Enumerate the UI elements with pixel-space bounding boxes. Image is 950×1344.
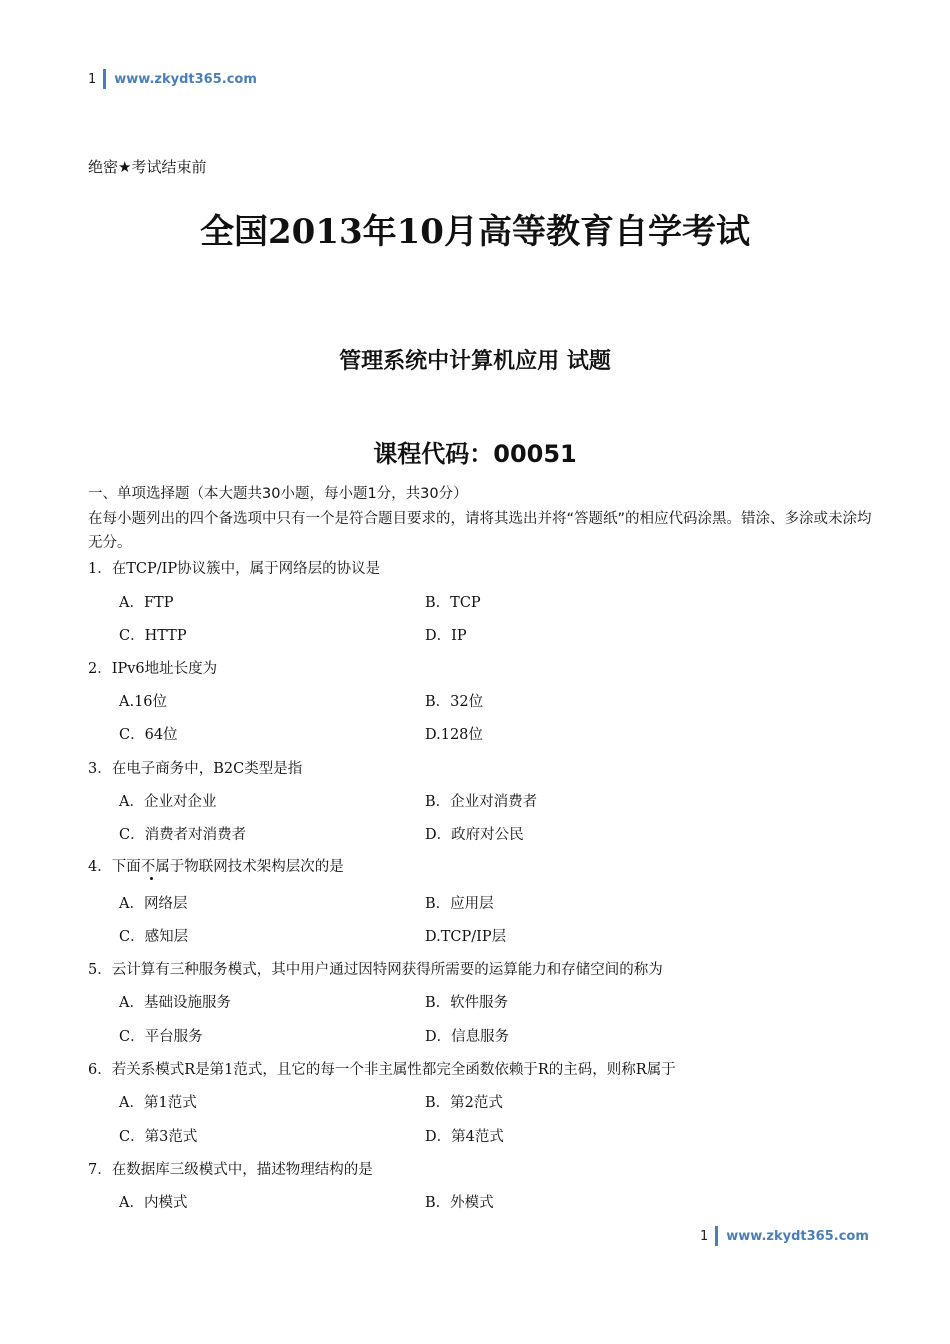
page-footer (700, 1226, 869, 1246)
exam-title: 全国2013年10月高等教育自学考试 (200, 212, 750, 252)
emphasis-dot (150, 877, 153, 880)
question-2-option-a: A.16位 (119, 694, 168, 710)
question-5-option-d: D．信息服务 (425, 1029, 510, 1045)
instructions: 在每小题列出的四个备选项中只有一个是符合题目要求的，请将其选出并将“答题纸”的相应代码涂黑。错涂、多涂或未涂均无分。 (88, 511, 872, 551)
header-divider (103, 69, 106, 89)
question-1-option-a: A．FTP (119, 595, 174, 611)
question-6-option-a: A．第1范式 (119, 1095, 197, 1111)
subject-title: 管理系统中计算机应用 试题 (339, 349, 611, 374)
question-4-option-c: C．感知层 (119, 929, 189, 945)
header-page-number: 1 (88, 71, 97, 87)
question-3-stem: 3．在电子商务中，B2C类型是指 (88, 761, 303, 777)
question-7-option-b: B．外模式 (425, 1195, 494, 1211)
question-3-option-d: D．政府对公民 (425, 827, 524, 843)
question-3-option-c: C．消费者对消费者 (119, 827, 247, 843)
question-6-option-b: B．第2范式 (425, 1095, 503, 1111)
question-6-stem: 6．若关系模式R是第1范式，且它的每一个非主属性都完全函数依赖于R的主码，则称R属于 (88, 1062, 676, 1078)
question-4-option-b: B．应用层 (425, 896, 494, 912)
question-2-option-b: B．32位 (425, 694, 484, 710)
question-1-stem: 1．在TCP/IP协议簇中，属于网络层的协议是 (88, 561, 381, 577)
question-1-option-c: C．HTTP (119, 628, 187, 644)
question-6-option-c: C．第3范式 (119, 1129, 198, 1145)
question-6-option-d: D．第4范式 (425, 1129, 504, 1145)
question-4-stem: 4．下面不属于物联网技术架构层次的是 (88, 859, 344, 875)
footer-divider (715, 1226, 718, 1246)
secret-label: 绝密★考试结束前 (88, 158, 207, 176)
question-5-option-c: C．平台服务 (119, 1029, 203, 1045)
question-5-option-a: A．基础设施服务 (119, 995, 231, 1011)
question-5-stem: 5．云计算有三种服务模式，其中用户通过因特网获得所需要的运算能力和存储空间的称为 (88, 962, 663, 978)
question-4-option-d: D.TCP/IP层 (425, 929, 507, 945)
question-3-option-a: A．企业对企业 (119, 794, 217, 810)
question-7-stem: 7．在数据库三级模式中，描述物理结构的是 (88, 1162, 373, 1178)
page-header (88, 69, 257, 89)
question-1-option-b: B．TCP (425, 595, 481, 611)
question-1-option-d: D．IP (425, 628, 467, 644)
question-7-option-a: A．内模式 (119, 1195, 188, 1211)
question-5-option-b: B．软件服务 (425, 995, 509, 1011)
section-heading: 一、单项选择题（本大题共30小题，每小题1分，共30分） (88, 486, 468, 502)
question-2-option-c: C．64位 (119, 727, 178, 743)
question-4-option-a: A．网络层 (119, 896, 188, 912)
footer-page-number: 1 (700, 1228, 709, 1244)
footer-site-link[interactable]: www.zkydt365.com (726, 1228, 869, 1244)
question-2-option-d: D.128位 (425, 727, 483, 743)
course-code: 课程代码：00051 (373, 440, 577, 468)
header-site-link[interactable]: www.zkydt365.com (114, 71, 257, 87)
question-3-option-b: B．企业对消费者 (425, 794, 538, 810)
question-2-stem: 2．IPv6地址长度为 (88, 661, 218, 677)
